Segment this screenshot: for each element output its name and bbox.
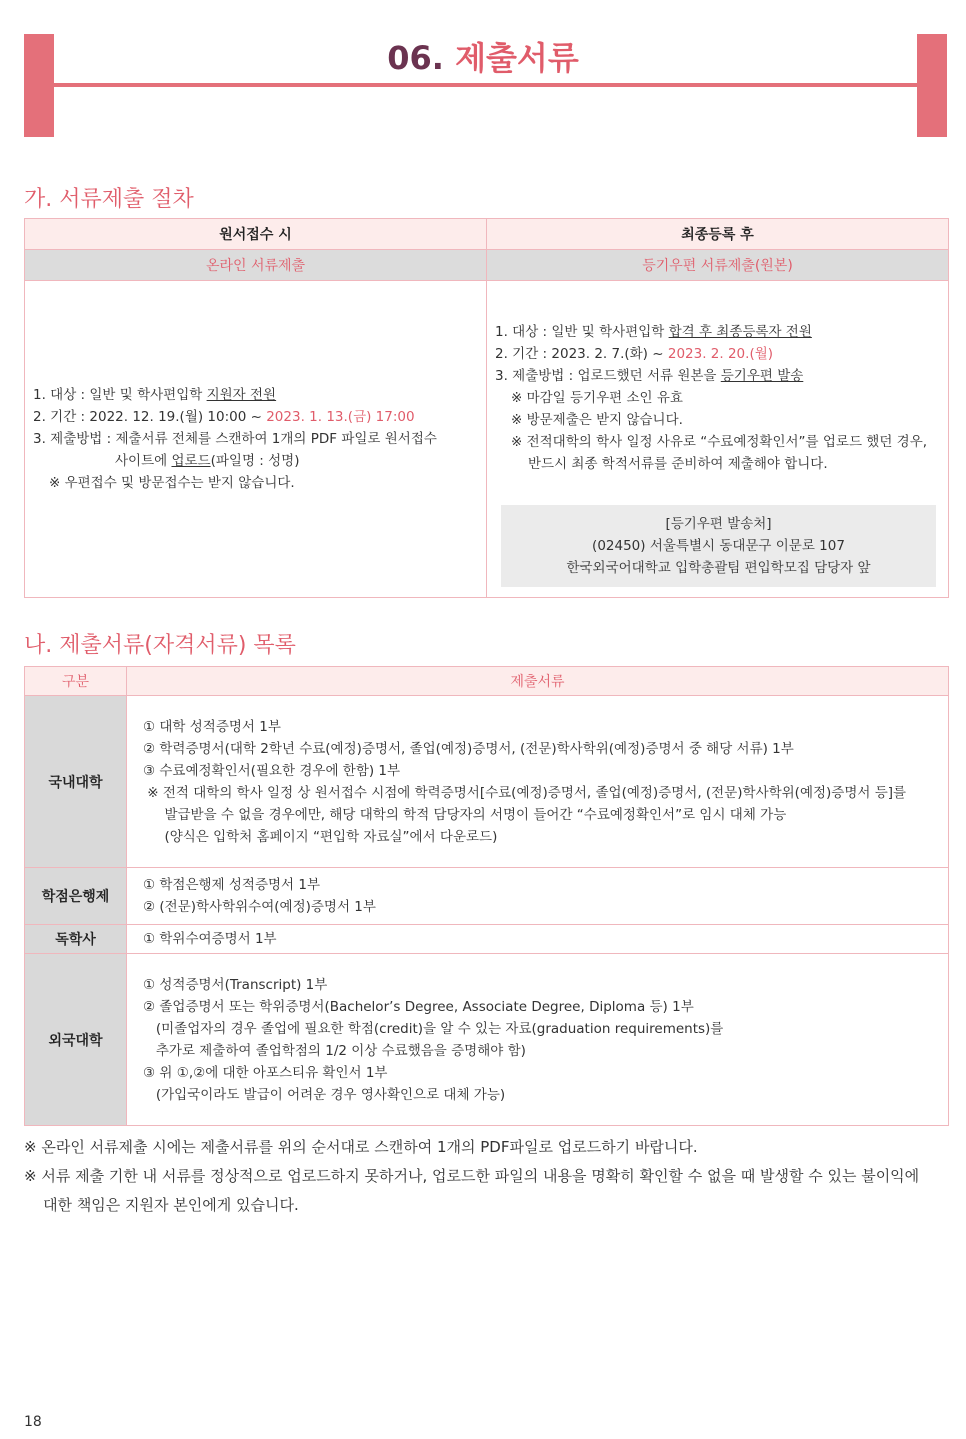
documents-table: [24, 666, 949, 1126]
page-title: [0, 36, 966, 80]
footnote: ※ 서류 제출 기한 내 서류를 정상적으로 업로드하지 못하거나, 업로드한 파일의 내용을 명확히 확인할 수 없을 때 발생할 수 있는 불이익에: [24, 1167, 920, 1185]
right-note-4: 반드시 최종 학적서류를 준비하여 제출해야 합니다.: [528, 456, 828, 472]
left-line-4: 사이트에 업로드(파일명 : 성명): [115, 453, 300, 469]
doc-line: ③ 위 ①,②에 대한 아포스티유 확인서 1부: [143, 1064, 388, 1081]
section-a-title: 가. 서류제출 절차: [24, 187, 194, 212]
right-line-3: 3. 제출방법 : 업로드했던 서류 원본을 등기우편 발송: [495, 368, 804, 384]
category-domestic: 국내대학: [25, 696, 127, 868]
address-recipient: 한국외국어대학교 입학총괄팀 편입학모집 담당자 앞: [566, 560, 871, 576]
online-submission-cell: [25, 281, 487, 598]
doc-line: (미졸업자의 경우 졸업에 필요한 학점(credit)을 알 수 있는 자료(graduation requirements)를: [143, 1020, 724, 1037]
doc-line: ② 졸업증명서 또는 학위증명서(Bachelor’s Degree, Associate Degree, Diploma 등) 1부: [143, 998, 694, 1015]
category-self-study: 독학사: [25, 925, 127, 954]
doc-line: ① 성적증명서(Transcript) 1부: [143, 976, 328, 993]
col-header-application: 원서접수 시: [25, 219, 487, 250]
doc-line: ① 대학 성적증명서 1부: [143, 718, 281, 735]
doc-line: ② 학력증명서(대학 2학년 수료(예정)증명서, 졸업(예정)증명서, (전문)학사학위(예정)증명서 중 해당 서류) 1부: [143, 740, 794, 757]
doc-line: ③ 수료예정확인서(필요한 경우에 한함) 1부: [143, 762, 401, 779]
right-note-2: ※ 방문제출은 받지 않습니다.: [511, 412, 683, 428]
mail-submission-cell: [487, 281, 949, 598]
doc-line: ② (전문)학사학위수여(예정)증명서 1부: [143, 899, 376, 915]
right-line-2: 2. 기간 : 2023. 2. 7.(화) ~ 2023. 2. 20.(월): [495, 346, 774, 362]
doc-line: (양식은 입학처 홈페이지 “편입학 자료실”에서 다운로드): [143, 828, 498, 845]
left-line-2: 2. 기간 : 2022. 12. 19.(월) 10:00 ~ 2023. 1. 13.(금) 17:00: [33, 409, 415, 425]
documents-domestic: [127, 696, 949, 868]
documents-foreign: [127, 954, 949, 1126]
left-line-3: 3. 제출방법 : 제출서류 전체를 스캔하여 1개의 PDF 파일로 원서접수: [33, 431, 437, 447]
doc-line: ※ 전적 대학의 학사 일정 상 원서접수 시점에 학력증명서[수료(예정)증명서, 졸업(예정)증명서, (전문)학사학위(예정)증명서 등]를: [143, 784, 907, 801]
category-credit-bank: 학점은행제: [25, 868, 127, 925]
documents-credit-bank: [127, 868, 949, 925]
footnotes: [24, 1133, 954, 1220]
mailing-address-box: [501, 505, 936, 587]
address-postal: (02450) 서울특별시 동대문구 이문로 107: [592, 538, 845, 554]
doc-line: ① 학위수여증명서 1부: [143, 931, 277, 947]
col-header-documents: 제출서류: [127, 667, 949, 696]
page-title-text: 제출서류: [455, 39, 579, 77]
left-note: ※ 우편접수 및 방문접수는 받지 않습니다.: [49, 475, 295, 491]
doc-line: 추가로 제출하여 졸업학점의 1/2 이상 수료했음을 증명해야 함): [143, 1042, 526, 1059]
documents-self-study: [127, 925, 949, 954]
footnote: 대한 책임은 지원자 본인에게 있습니다.: [24, 1196, 299, 1214]
header-rule: [54, 83, 917, 87]
right-note-3: ※ 전적대학의 학사 일정 사유로 “수료예정확인서”를 업로드 했던 경우,: [511, 434, 928, 450]
right-line-1: 1. 대상 : 일반 및 학사편입학 합격 후 최종등록자 전원: [495, 324, 812, 340]
doc-line: 발급받을 수 없을 경우에만, 해당 대학의 학적 담당자의 서명이 들어간 “수료예정확인서”로 임시 대체 가능: [143, 806, 787, 823]
doc-line: (가입국이라도 발급이 어려운 경우 영사확인으로 대체 가능): [143, 1086, 506, 1103]
address-label: [등기우편 발송처]: [665, 516, 772, 532]
col-header-registration: 최종등록 후: [487, 219, 949, 250]
section-b-title: 나. 제출서류(자격서류) 목록: [24, 633, 296, 658]
page-number: 18: [24, 1414, 42, 1430]
subheader-online: 온라인 서류제출: [25, 250, 487, 281]
subheader-mail: 등기우편 서류제출(원본): [487, 250, 949, 281]
doc-line: ① 학점은행제 성적증명서 1부: [143, 877, 321, 893]
category-foreign: 외국대학: [25, 954, 127, 1126]
left-line-1: 1. 대상 : 일반 및 학사편입학 지원자 전원: [33, 387, 277, 403]
right-note-1: ※ 마감일 등기우편 소인 유효: [511, 390, 683, 406]
col-header-category: 구분: [25, 667, 127, 696]
page-title-number: 06.: [387, 39, 444, 77]
footnote: ※ 온라인 서류제출 시에는 제출서류를 위의 순서대로 스캔하여 1개의 PDF파일로 업로드하기 바랍니다.: [24, 1138, 698, 1156]
procedure-table: [24, 218, 949, 598]
